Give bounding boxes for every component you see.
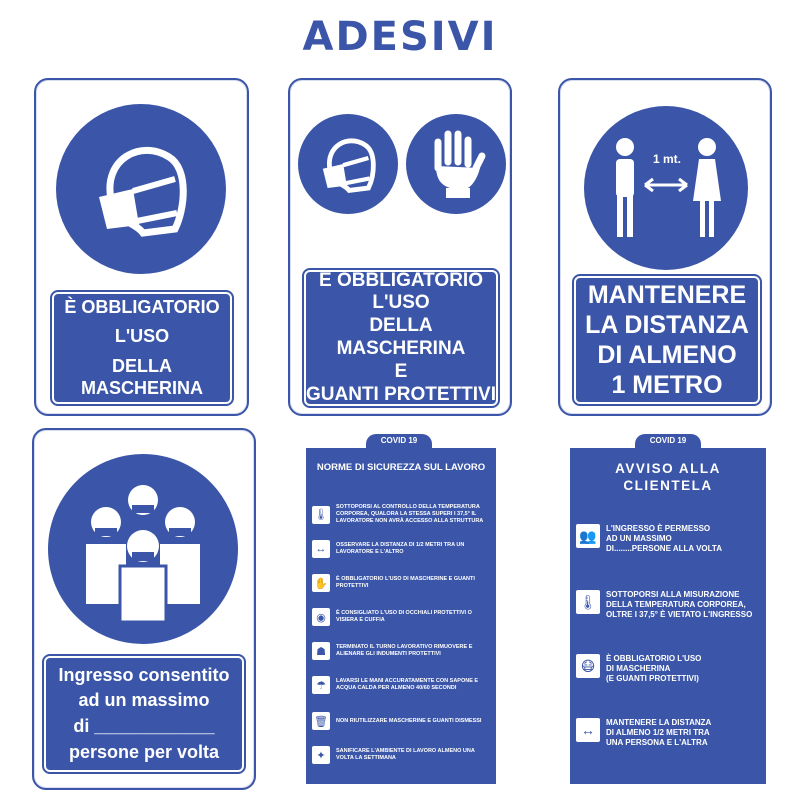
rule-text: SANIFICARE L'AMBIENTE DI LAVORO ALMENO UNA VOLTA LA SETTIMANA [336,748,475,761]
sign-mask [34,78,249,416]
mg-line-4: E [394,360,408,382]
notice-item-line: OLTRE I 37,5° È VIETATO L'INGRESSO [606,610,753,619]
social-distance-icon [601,133,731,243]
rule-text: LAVARSI LE MANI ACCURATAMENTE CON SAPONE E ACQUA CALDA PER ALMENO 40/60 SECONDI [336,678,479,691]
notice-item-text [606,654,701,684]
face-mask-icon [312,128,384,200]
sign-capacity [32,428,256,790]
notice-tab: COVID 19 [635,434,701,448]
dist-line-4: 1 METRO [611,371,723,399]
rule-row [312,540,490,558]
notice-item-line: È OBBLIGATORIO L'USO [606,654,702,663]
notice-item [576,718,762,748]
thermometer-icon: 🌡 [312,506,330,524]
dist-line-2: LA DISTANZA [585,311,749,339]
glove-icon [424,128,488,200]
notice-item-line: DI........PERSONE ALLA VOLTA [606,544,723,553]
notice-item-line: DI MASCHERINA [606,664,671,673]
mask-gloves-text-panel [304,270,498,406]
cap-line-2: ad un massimo [78,690,210,711]
group-masks-icon [68,474,218,624]
mask-circle [56,104,226,274]
sign-mask-gloves [288,78,512,416]
thermometer-icon: 🌡 [576,590,600,614]
capacity-circle [48,454,238,644]
cap-line-1: Ingresso consentito [58,664,230,685]
notice-item-text [606,590,752,620]
goggles-icon: ◉ [312,608,330,626]
rule-text: TERMINATO IL TURNO LAVORATIVO RIMUOVERE E ALIENARE GLI INDUMENTI PROTETTIVI [336,644,473,657]
notice-item [576,590,762,620]
mg-line-1: È OBBLIGATORIO [319,269,483,291]
mg-line-3: DELLA MASCHERINA [336,315,466,359]
social-distance-icon: ↔ [576,718,600,742]
mask-text-panel [52,292,232,404]
hand-wash-icon: ☂ [312,676,330,694]
cap-line-3: di ____________ [73,716,215,736]
mask-line-2: L'USO [114,326,170,347]
rule-text: SOTTOPORSI AL CONTROLLO DELLA TEMPERATURA CORPOREA, QUALORA LA STESSA SUPERI I 37,5° IL LAVORATORE NON AVRÀ ACCESSO ALLA STRUTTURA [336,504,484,524]
notice-item [576,654,762,684]
rule-row [312,676,490,694]
protective-suit-icon: ☗ [312,642,330,660]
mask-small-circle [298,114,398,214]
dist-line-3: DI ALMENO [597,341,737,369]
notice-item-line: DELLA TEMPERATURA CORPOREA, [606,600,746,609]
rule-text: È CONSIGLIATO L'USO DI OCCHIALI PROTETTIVI O VISIERA E CUFFIA [336,610,472,623]
notice-item-line: AD UN MASSIMO [606,534,672,543]
notice-item-line: SOTTOPORSI ALLA MISURAZIONE [606,590,740,599]
dist-line-1: MANTENERE [587,281,747,309]
mask-icon: 😷 [576,654,600,678]
safety-tab: COVID 19 [366,434,432,448]
rule-row [312,574,490,592]
notice-item [576,524,762,554]
notice-heading [570,460,766,494]
notice-item-line: MANTENERE LA DISTANZA [606,718,712,727]
sanitize-spray-icon: ✦ [312,746,330,764]
glove-circle [406,114,506,214]
notice-heading-line-2: CLIENTELA [623,478,713,493]
rule-row [312,608,490,626]
cap-line-4: persone per volta [68,741,220,762]
rule-row [312,642,490,660]
capacity-text-panel [44,656,244,772]
notice-item-text [606,524,722,554]
notice-heading-line-1: AVVISO ALLA [615,461,721,476]
sign-customer-notice [570,448,766,784]
waste-bin-icon: 🗑 [312,712,330,730]
rule-row [312,712,490,730]
rule-text: NON RIUTILIZZARE MASCHERINE E GUANTI DISMESSI [336,717,482,724]
notice-item-line: L'INGRESSO È PERMESSO [606,524,711,533]
page-title: ADESIVI [302,14,498,60]
notice-item-line: DI ALMENO 1/2 METRI TRA [606,728,710,737]
sign-distance [558,78,772,416]
distance-icon: ↔ [312,540,330,558]
safety-heading: NORME DI SICUREZZA SUL LAVORO [316,462,486,473]
distance-label: 1 mt. [652,152,681,166]
rule-text: È OBBLIGATORIO L'USO DI MASCHERINE E GUANTI PROTETTIVI [336,576,475,589]
mask-line-1: È OBBLIGATORIO [64,296,220,317]
mask-line-3: DELLA MASCHERINA [80,356,203,398]
face-mask-icon [81,129,201,249]
sign-safety-rules [306,448,496,784]
rule-row [312,746,490,764]
mask-gloves-icon: ✋ [312,574,330,592]
mg-line-2: L'USO [372,292,430,314]
distance-text-panel [574,276,760,404]
rule-row [312,504,490,525]
rule-text: OSSERVARE LA DISTANZA DI 1/2 METRI TRA UN LAVORATORE E L'ALTRO [336,542,465,555]
notice-item-text [606,718,711,748]
mg-line-5: GUANTI PROTETTIVI [306,383,496,405]
distance-circle [584,106,748,270]
notice-item-line: UNA PERSONA E L'ALTRA [606,738,708,747]
notice-item-line: (E GUANTI PROTETTIVI) [606,674,699,683]
group-icon: 👥 [576,524,600,548]
